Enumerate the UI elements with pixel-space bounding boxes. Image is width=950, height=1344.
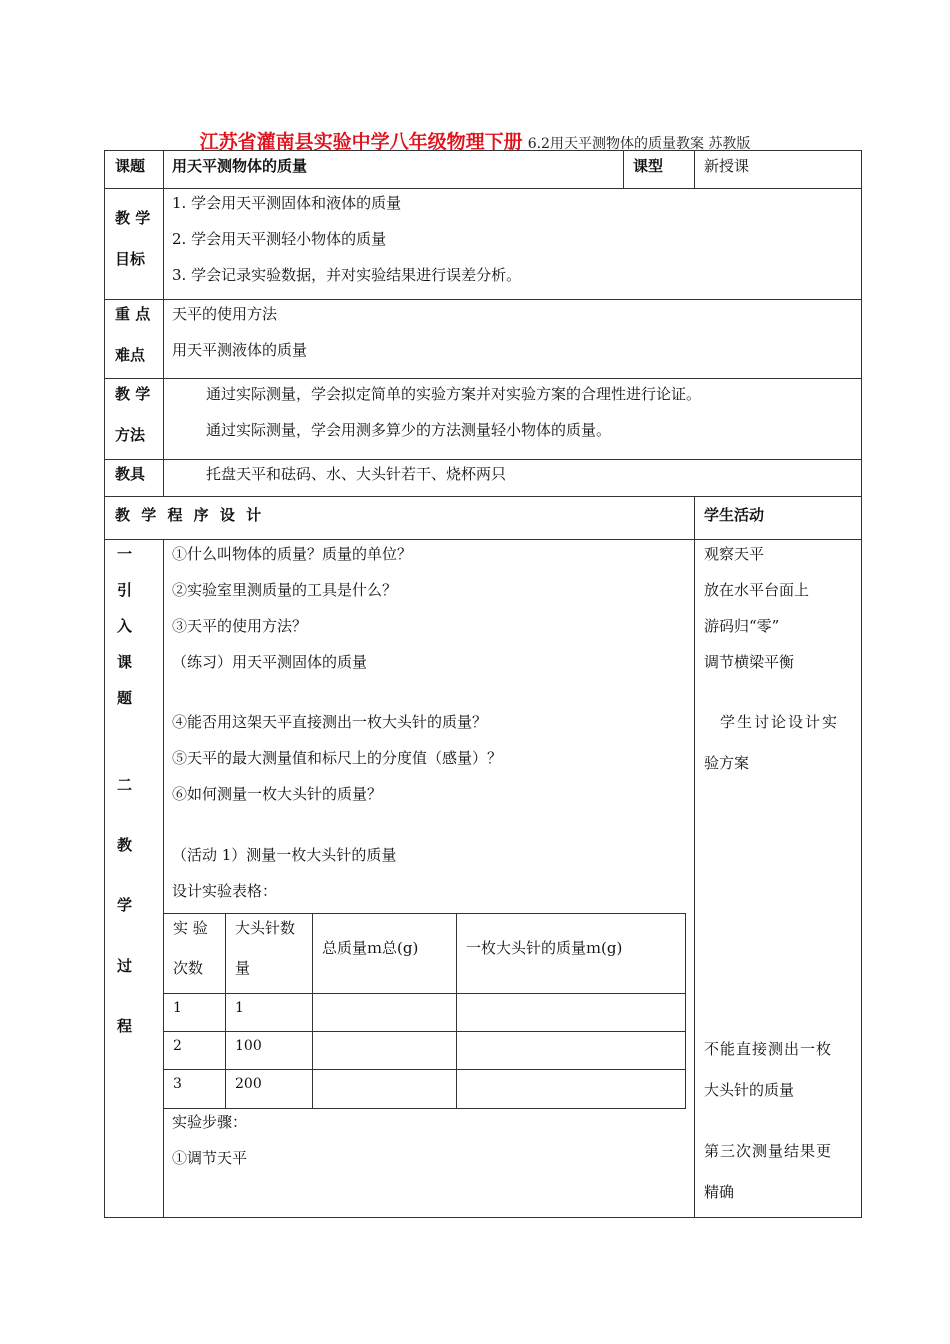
process-line: ②实验室里测质量的工具是什么？ [172, 581, 398, 599]
column-divider [456, 913, 457, 1109]
student-activity-label: 学生活动 [704, 506, 765, 524]
row-divider [163, 1069, 686, 1070]
student-activity: 放在水平台面上 [704, 581, 810, 599]
column-divider [163, 150, 164, 496]
topic-value: 用天平测物体的质量 [172, 157, 308, 175]
method-item: 通过实际测量，学会用测多算少的方法测量轻小物体的质量。 [206, 421, 612, 439]
process-char: 题 [117, 689, 133, 707]
process-line: ④能否用这架天平直接测出一枚大头针的质量？ [172, 713, 488, 731]
table-header: 实 验 [173, 919, 208, 937]
keys-label: 重 点 [115, 305, 151, 323]
tools-label: 教具 [115, 465, 146, 483]
table-cell: 100 [235, 1038, 262, 1054]
table-cell: 2 [173, 1038, 182, 1054]
student-activity: 调节横梁平衡 [704, 653, 795, 671]
row-divider [104, 459, 862, 460]
tools-value: 托盘天平和砝码、水、大头针若干、烧杯两只 [206, 465, 507, 483]
student-activity: 精确 [704, 1183, 735, 1201]
row-divider [104, 496, 862, 497]
column-divider [623, 150, 624, 188]
process-line: ①什么叫物体的质量？质量的单位？ [172, 545, 413, 563]
process-line: （练习）用天平测固体的质量 [172, 653, 368, 671]
column-divider [163, 539, 164, 1218]
steps-label: 实验步骤： [172, 1113, 248, 1131]
process-char: 课 [117, 653, 133, 671]
process-char: 二 [117, 776, 133, 794]
goal-item: 2. 学会用天平测轻小物体的质量 [172, 230, 387, 248]
title-main: 江苏省灌南县实验中学八年级物理下册 [199, 131, 523, 153]
row-divider [104, 539, 862, 540]
method-label: 教 学 [115, 385, 151, 403]
row-divider [104, 378, 862, 379]
process-char: 引 [117, 581, 133, 599]
table-header: 总质量ｍ总(g) [322, 939, 419, 957]
table-cell: 1 [173, 1000, 182, 1016]
column-divider [694, 150, 695, 188]
table-header: 量 [235, 959, 251, 977]
student-activity: 学生讨论设计实 [720, 713, 840, 731]
process-char: 程 [117, 1017, 133, 1035]
key-item: 用天平测液体的质量 [172, 341, 308, 359]
student-activity: 大头针的质量 [704, 1081, 795, 1099]
process-line: （活动 1）测量一枚大头针的质量 [172, 846, 397, 864]
title-sub: 6.2用天平测物体的质量教案 苏教版 [527, 136, 751, 152]
row-divider [163, 993, 686, 994]
table-header: 大头针数 [235, 919, 296, 937]
process-char: 教 [117, 836, 133, 854]
method-item: 通过实际测量，学会拟定简单的实验方案并对实验方案的合理性进行论证。 [206, 385, 702, 403]
design-label: 教 学 程 序 设 计 [115, 506, 265, 524]
type-label: 课型 [633, 157, 664, 175]
student-activity: 验方案 [704, 754, 750, 772]
process-char: 学 [117, 896, 133, 914]
student-activity: 游码归“零” [704, 617, 780, 635]
table-cell: 200 [235, 1076, 262, 1092]
row-divider [104, 299, 862, 300]
row-divider [104, 188, 862, 189]
column-divider [312, 913, 313, 1109]
step-item: ①调节天平 [172, 1149, 248, 1167]
keys-label: 难点 [115, 346, 146, 364]
process-line: 设计实验表格： [172, 882, 278, 900]
column-divider [225, 913, 226, 1109]
process-char: 一 [117, 545, 133, 563]
column-divider [694, 496, 695, 1218]
goal-item: 3. 学会记录实验数据，并对实验结果进行误差分析。 [172, 266, 522, 284]
goals-label: 教 学 [115, 209, 151, 227]
student-activity: 观察天平 [704, 545, 765, 563]
goal-item: 1. 学会用天平测固体和液体的质量 [172, 194, 402, 212]
student-activity: 第三次测量结果更 [704, 1142, 833, 1160]
method-label: 方法 [115, 426, 146, 444]
process-line: ⑤天平的最大测量值和标尺上的分度值（感量）？ [172, 749, 503, 767]
table-header: 次数 [173, 959, 204, 977]
table-header: 一枚大头针的质量ｍ(g) [466, 939, 623, 957]
process-char: 入 [117, 617, 133, 635]
topic-label: 课题 [115, 157, 146, 175]
table-cell: 1 [235, 1000, 244, 1016]
student-activity: 不能直接测出一枚 [704, 1040, 833, 1058]
type-value: 新授课 [704, 157, 750, 175]
key-item: 天平的使用方法 [172, 305, 278, 323]
process-char: 过 [117, 957, 133, 975]
table-cell: 3 [173, 1076, 182, 1092]
goals-label: 目标 [115, 250, 146, 268]
process-line: ③天平的使用方法？ [172, 617, 308, 635]
process-line: ⑥如何测量一枚大头针的质量？ [172, 785, 383, 803]
row-divider [163, 1031, 686, 1032]
